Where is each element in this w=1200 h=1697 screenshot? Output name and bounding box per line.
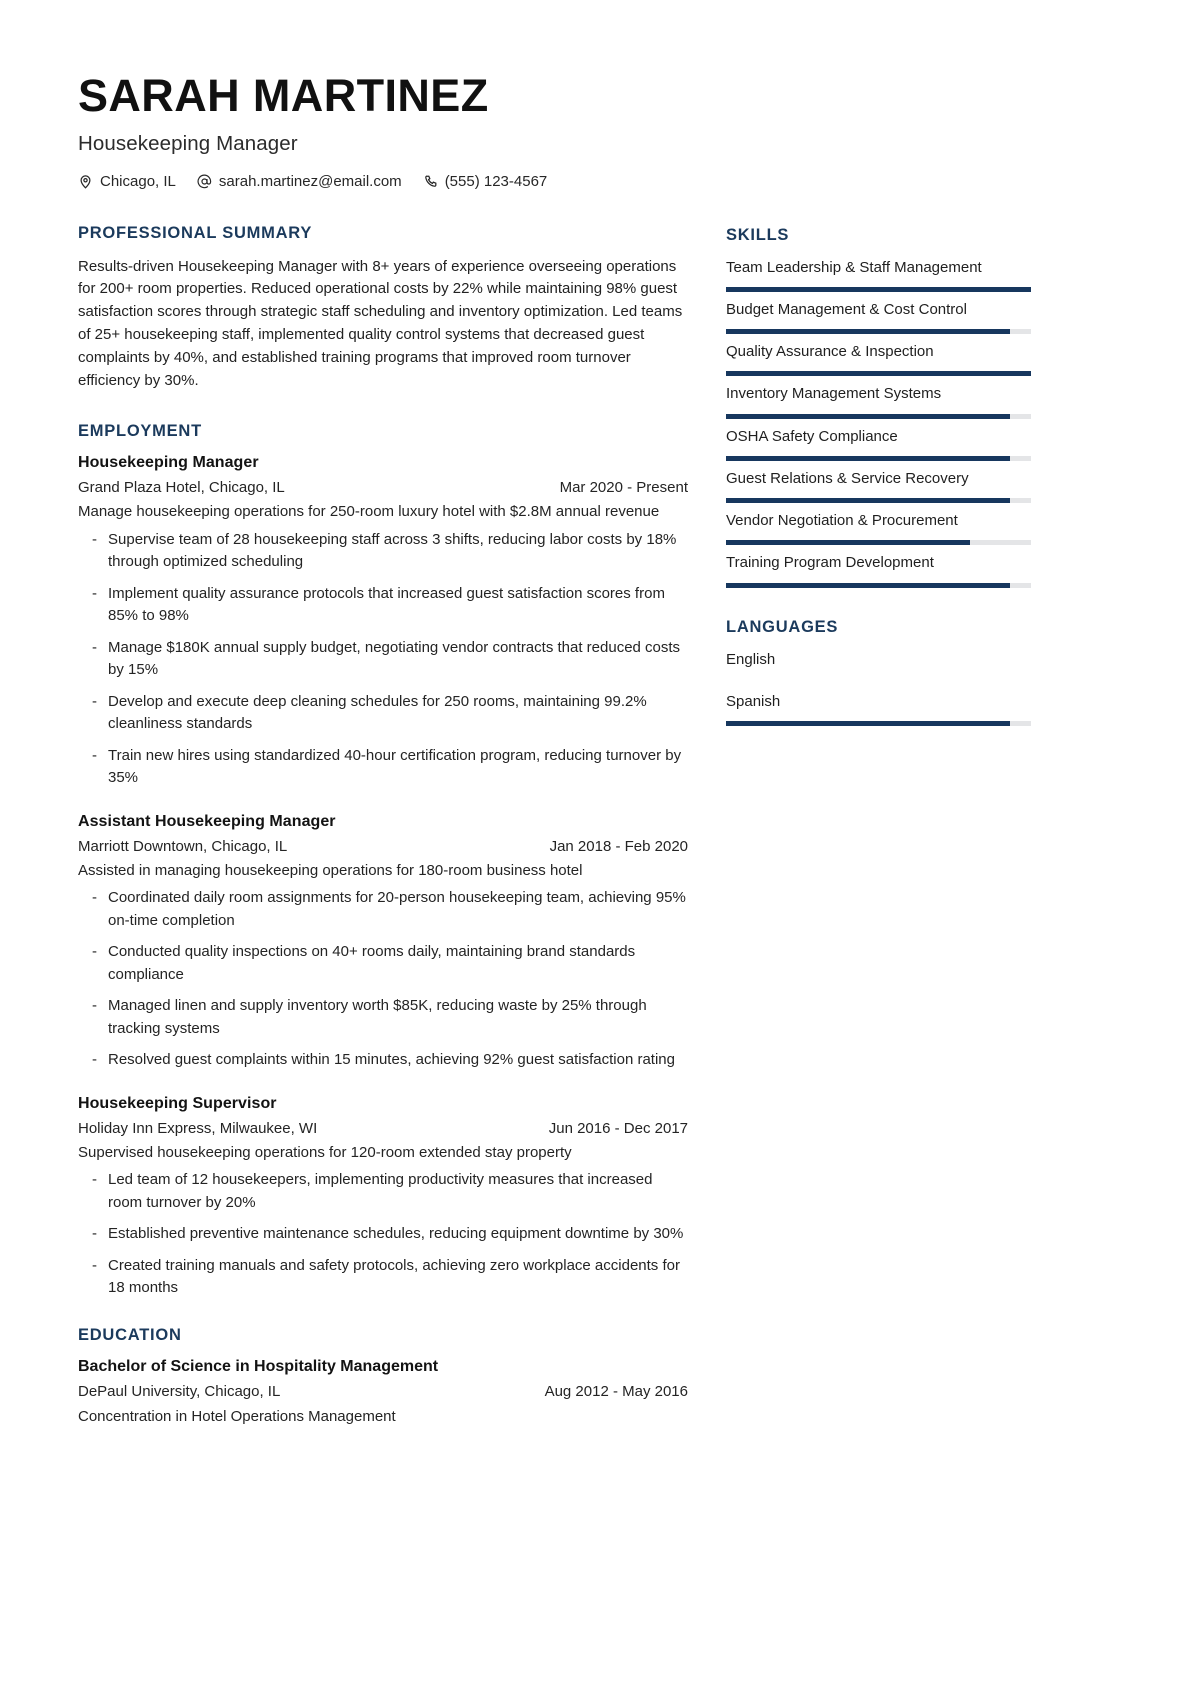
job-meta (78, 479, 688, 496)
languages-heading: LANGUAGES (726, 617, 839, 636)
job-company: Holiday Inn Express, Milwaukee, WI (78, 1119, 318, 1137)
education-school: DePaul University, Chicago, IL (78, 1382, 281, 1400)
skill-level-bar (726, 456, 1031, 461)
skill-label: Inventory Management Systems (726, 385, 942, 403)
skill-label: Budget Management & Cost Control (726, 300, 967, 318)
skill-level-fill (726, 371, 1031, 376)
skill-item (726, 300, 1031, 334)
skill-level-fill (726, 583, 1010, 588)
skill-item (726, 553, 1031, 587)
education-heading: EDUCATION (78, 1325, 182, 1344)
section-languages (726, 618, 1031, 727)
education-entry (78, 1358, 688, 1429)
employment-heading: EMPLOYMENT (78, 422, 202, 441)
job-bullet: - Implement quality assurance protocols that increased guest satisfaction scores from 85% to 98% (78, 583, 688, 628)
skill-label: Team Leadership & Staff Management (726, 258, 982, 276)
job-bullet: - Created training manuals and safety protocols, achieving zero workplace accidents for 18 months (78, 1255, 688, 1300)
skill-item (726, 427, 1031, 461)
skill-label: Guest Relations & Service Recovery (726, 469, 969, 487)
job-meta (78, 1120, 688, 1137)
skill-level-fill (726, 287, 1031, 292)
section-skills (726, 226, 1031, 588)
job-description: Manage housekeeping operations for 250-room luxury hotel with $2.8M annual revenue (78, 503, 660, 521)
job-role: Housekeeping Manager (78, 454, 259, 472)
job-bullet-list (78, 529, 688, 790)
job-bullet: - Manage $180K annual supply budget, negotiating vendor contracts that reduced costs by 15% (78, 637, 688, 682)
skill-item (726, 511, 1031, 545)
job-role: Housekeeping Supervisor (78, 1094, 277, 1112)
job-dates: Jun 2016 - Dec 2017 (548, 1119, 688, 1137)
education-degree: Bachelor of Science in Hospitality Management (78, 1357, 439, 1375)
skill-label: Quality Assurance & Inspection (726, 343, 934, 361)
job-bullet: - Coordinated daily room assignments for 20-person housekeeping team, achieving 95% on-time completion (78, 887, 688, 932)
job-bullet: - Supervise team of 28 housekeeping staff across 3 shifts, reducing labor costs by 18% through optimized scheduling (78, 529, 688, 574)
job-bullet: - Develop and execute deep cleaning schedules for 250 rooms, maintaining 99.2% cleanliness standards (78, 691, 688, 736)
contact-email (197, 173, 402, 190)
language-label: Spanish (726, 692, 781, 710)
phone-icon (423, 174, 438, 189)
summary-text: Results-driven Housekeeping Manager with 8+ years of experience overseeing operations for 200+ room properties. Reduced operational costs by 22% while maintaining 98% guest satisfaction scores through strategic staff scheduling and inventory optimization. Led teams of 25+ housekeeping staff, implemented quality control systems that decreased guest complaints by 40%, and established training programs that improved room turnover efficiency by 30%. (78, 257, 683, 389)
job-meta (78, 838, 688, 855)
language-item (726, 650, 1031, 684)
skill-level-fill (726, 456, 1010, 461)
job-dates: Jan 2018 - Feb 2020 (549, 837, 688, 855)
education-dates: Aug 2012 - May 2016 (544, 1382, 688, 1400)
employment-entry (78, 1095, 688, 1300)
contact-phone (423, 173, 548, 190)
skills-heading: SKILLS (726, 225, 790, 244)
main-column (78, 224, 688, 1459)
skill-level-bar (726, 287, 1031, 292)
skill-item (726, 469, 1031, 503)
job-company: Marriott Downtown, Chicago, IL (78, 837, 288, 855)
contact-location-text: Chicago, IL (100, 172, 176, 190)
skill-item (726, 384, 1031, 418)
language-level-bar (726, 721, 1031, 726)
skill-label: Training Program Development (726, 554, 934, 572)
sidebar-column (726, 224, 1031, 757)
skill-label: OSHA Safety Compliance (726, 427, 898, 445)
contact-location (78, 173, 176, 190)
job-bullet: - Established preventive maintenance schedules, reducing equipment downtime by 30% (78, 1223, 688, 1246)
job-bullet-list (78, 1169, 688, 1300)
skill-level-fill (726, 329, 1010, 334)
job-dates: Mar 2020 - Present (559, 479, 688, 497)
skill-level-bar (726, 414, 1031, 419)
employment-entry (78, 454, 688, 790)
contact-row (78, 173, 1122, 190)
candidate-job-title: Housekeeping Manager (78, 131, 298, 155)
job-bullet: - Conducted quality inspections on 40+ rooms daily, maintaining brand standards compliance (78, 941, 688, 986)
resume-body (78, 224, 1122, 1459)
location-pin-icon (78, 174, 93, 189)
skill-item (726, 258, 1031, 292)
contact-phone-text: (555) 123-4567 (444, 172, 548, 190)
employment-entry (78, 813, 688, 1072)
education-meta (78, 1383, 688, 1400)
skill-level-bar (726, 498, 1031, 503)
language-level-fill (726, 721, 1010, 726)
job-bullet-list (78, 887, 688, 1072)
job-role: Assistant Housekeeping Manager (78, 812, 336, 830)
section-professional-summary (78, 224, 688, 393)
job-bullet: - Resolved guest complaints within 15 minutes, achieving 92% guest satisfaction rating (78, 1049, 688, 1072)
summary-heading: PROFESSIONAL SUMMARY (78, 223, 313, 242)
skill-level-fill (726, 414, 1010, 419)
job-bullet: - Train new hires using standardized 40-hour certification program, reducing turnover by 35% (78, 745, 688, 790)
skill-level-bar (726, 329, 1031, 334)
job-description: Supervised housekeeping operations for 120-room extended stay property (78, 1143, 572, 1161)
resume-header (78, 72, 1122, 190)
skill-level-bar (726, 540, 1031, 545)
skill-level-fill (726, 540, 970, 545)
section-employment (78, 422, 688, 1300)
skills-list (726, 258, 1031, 588)
job-bullet: - Managed linen and supply inventory worth $85K, reducing waste by 25% through tracking systems (78, 995, 688, 1040)
skill-level-bar (726, 583, 1031, 588)
job-company: Grand Plaza Hotel, Chicago, IL (78, 479, 285, 497)
skill-label: Vendor Negotiation & Procurement (726, 512, 958, 530)
email-at-icon (197, 174, 212, 189)
skill-item (726, 342, 1031, 376)
section-education (78, 1326, 688, 1429)
education-note: Concentration in Hotel Operations Management (78, 1407, 396, 1425)
job-bullet: - Led team of 12 housekeepers, implementing productivity measures that increased room turnover by 20% (78, 1169, 688, 1214)
skill-level-fill (726, 498, 1010, 503)
language-item (726, 692, 1031, 726)
language-label: English (726, 650, 776, 668)
candidate-name: SARAH MARTINEZ (78, 70, 489, 121)
contact-email-text: sarah.martinez@email.com (218, 172, 402, 190)
skill-level-bar (726, 371, 1031, 376)
job-description: Assisted in managing housekeeping operations for 180-room business hotel (78, 861, 583, 879)
